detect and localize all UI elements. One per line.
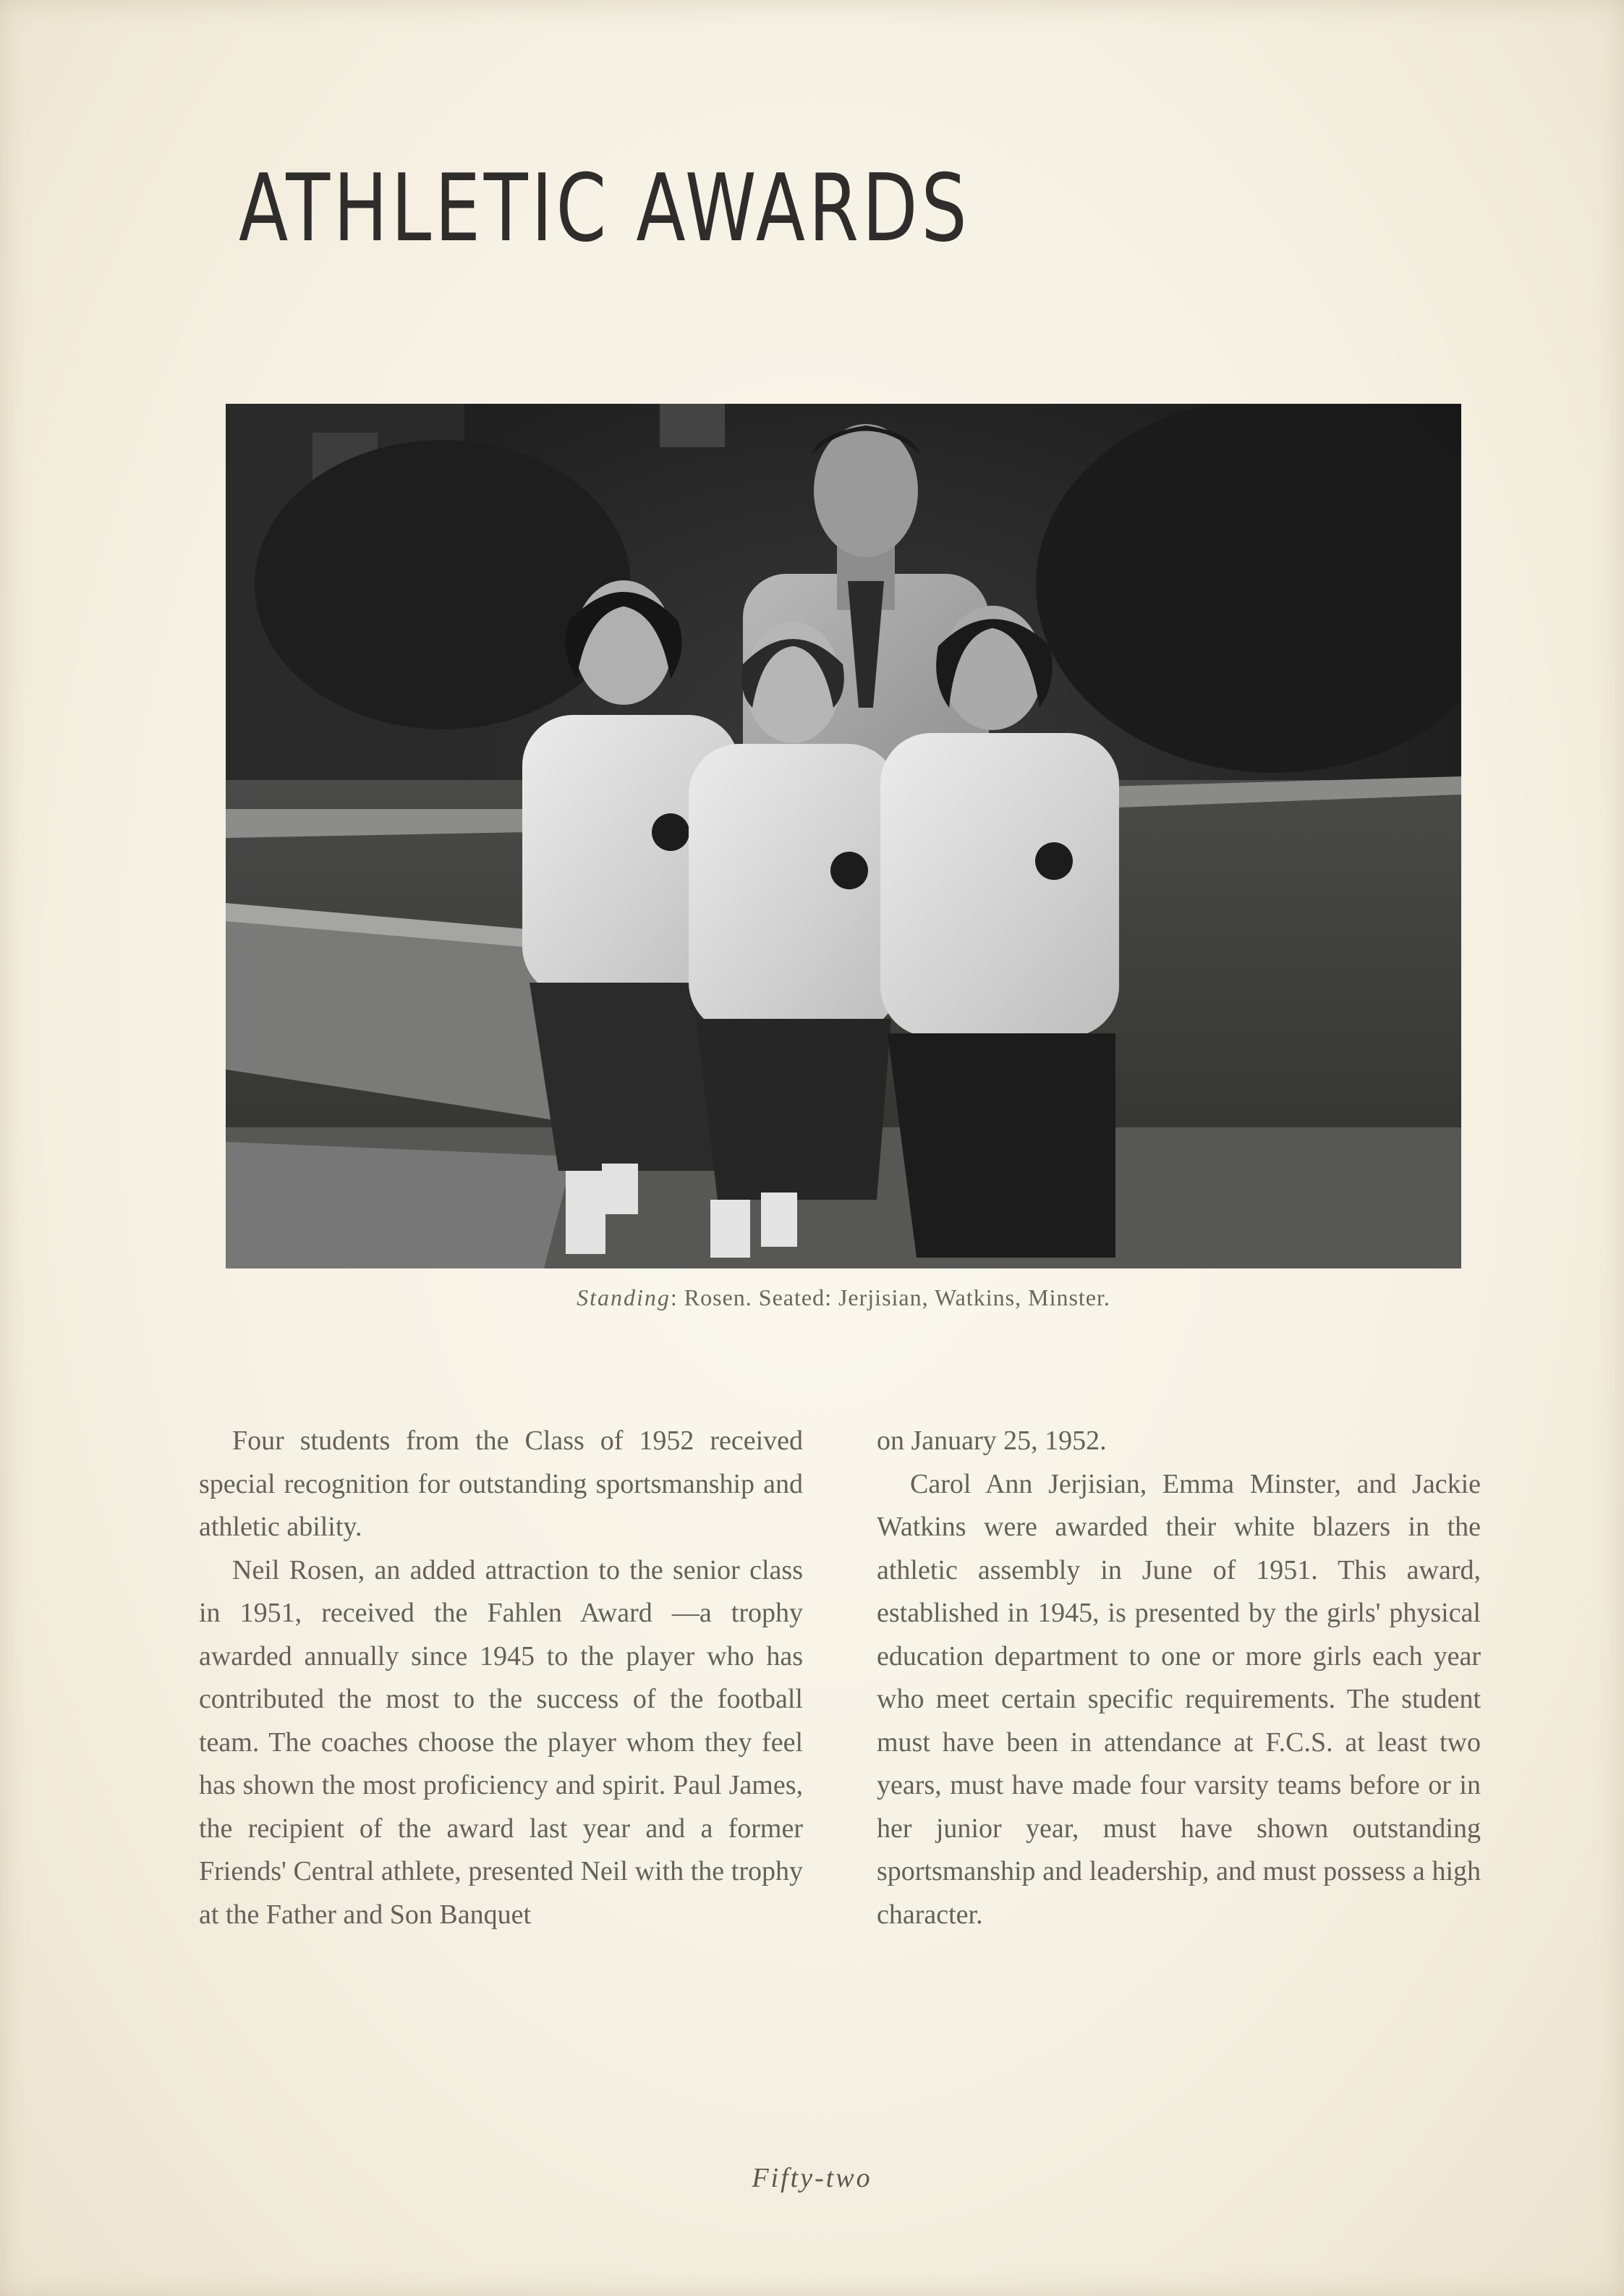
group-photo [226, 404, 1461, 1268]
paragraph-blazers: Carol Ann Jerjisian, Emma Minster, and Jackie Watkins were awarded their white blazers in the athletic assembly in June of 1951. This award, established in 1945, is presented by the girls' physical education department to one or more girls each year who meet certain specific requirements. The student must have been in attendance at F.C.S. at least two years, must have made four varsity teams before or in her junior year, must have shown outstanding sportsmanship and leadership, and must possess a high character. [877, 1468, 1481, 1930]
caption-standing-label: Standing [577, 1284, 671, 1310]
caption-names: : Rosen. Seated: Jerjisian, Watkins, Minster. [670, 1284, 1110, 1310]
page-title: ATHLETIC AWARDS [239, 155, 971, 263]
paragraph-continued: on January 25, 1952. [877, 1426, 1107, 1456]
page-number: Fifty-two [752, 2163, 872, 2193]
paragraph-intro: Four students from the Class of 1952 received special recognition for outstanding sportsmanship and athletic ability. [199, 1426, 803, 1542]
text-column-left [199, 1420, 803, 1936]
text-column-right [877, 1420, 1481, 1936]
photo-caption [226, 1284, 1461, 1311]
group-photo-image [226, 404, 1461, 1268]
paragraph-rosen: Neil Rosen, an added attraction to the senior class in 1951, received the Fahlen Award —a trophy awarded annually since 1945 to the player who has contributed the most to the success of the football team. The coaches choose the player whom they feel has shown the most proficiency and spirit. Paul James, the recipient of the award last year and a former Friends' Central athlete, presented Neil with the trophy at the Father and Son Banquet [199, 1554, 803, 1930]
